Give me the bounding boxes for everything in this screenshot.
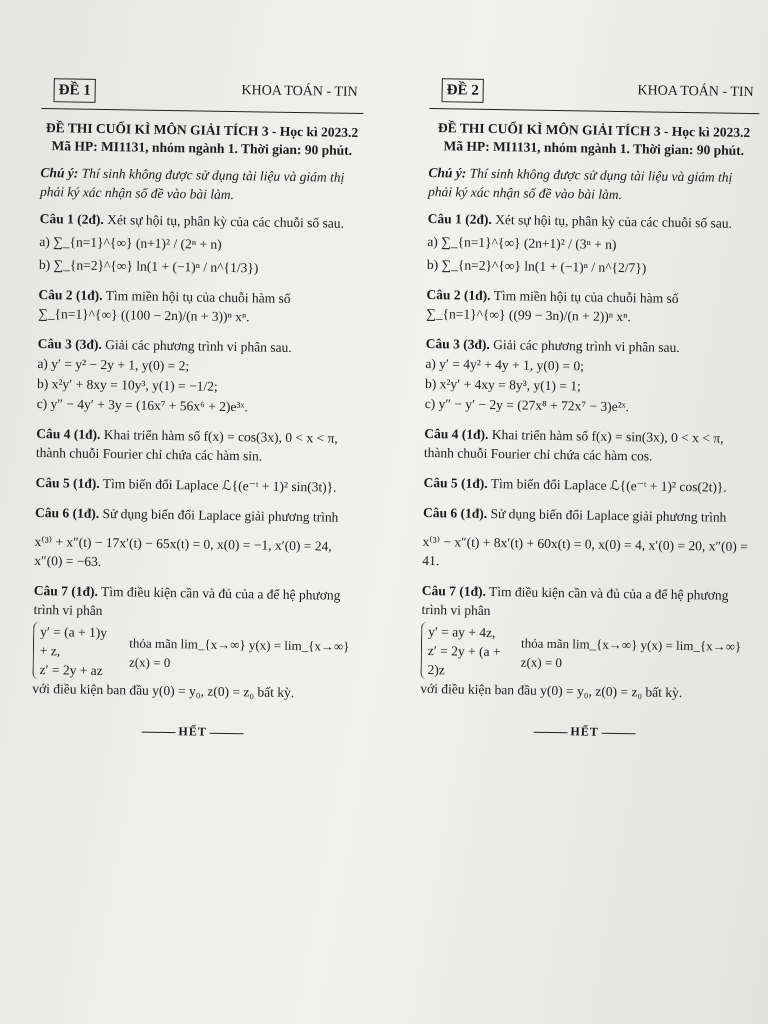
question-1 xyxy=(39,209,362,279)
exam-note xyxy=(40,163,363,206)
question-text: Xét sự hội tụ, phân kỳ của các chuỗi số sau. xyxy=(491,211,733,231)
exam-subtitle: Mã HP: MI1131, nhóm ngành 1. Thời gian: 90 phút. xyxy=(443,138,745,158)
note-text: Thí sinh không được sử dụng tài liệu và giám thị phải ký xác nhận số đề vào bài làm. xyxy=(39,165,345,203)
question-item-b: b) x²y′ + 4xy = 8y³, y(1) = 1; xyxy=(424,375,581,394)
question-text: Sử dụng biến đổi Laplace giải phương trình xyxy=(99,505,339,525)
question-3 xyxy=(37,334,360,418)
question-7 xyxy=(32,581,356,703)
question-tail: với điều kiện ban đầu y(0) = y₀, z(0) = z₀ bất kỳ. xyxy=(32,680,295,701)
exam-header xyxy=(429,70,759,109)
exam-code-box: ĐỀ 2 xyxy=(441,78,483,103)
question-text: Tìm điều kiện cần và đủ của a để hệ phương trình vi phân xyxy=(33,583,341,619)
system-line-2: z′ = 2y + az xyxy=(39,662,103,679)
question-item-c: c) y″ − y′ − 2y = (27x⁸ + 72x⁷ − 3)e²ˣ. xyxy=(424,395,630,415)
question-label: Câu 1 (2đ). xyxy=(427,210,492,227)
question-tail: với điều kiện ban đầu y(0) = y₀, z(0) = z₀ bất kỳ. xyxy=(420,680,683,701)
question-formula: x⁽³⁾ − x″(t) + 8x′(t) + 60x(t) = 0, x(0) = 4, x′(0) = 20, x″(0) = 41. xyxy=(422,533,748,569)
question-text: Sử dụng biến đổi Laplace giải phương trình xyxy=(487,505,727,525)
question-text: Tìm điều kiện cần và đủ của a để hệ phương trình vi phân xyxy=(421,583,729,619)
exam-header xyxy=(41,70,363,109)
question-label: Câu 7 (1đ). xyxy=(33,582,99,599)
question-label: Câu 2 (1đ). xyxy=(38,286,103,303)
question-text: Khai triển hàm số f(x) = sin(3x), 0 < x < π, thành chuỗi Fourier chỉ chứa các hàm cos. xyxy=(423,426,724,464)
exam-note xyxy=(428,163,759,206)
system-line-1: y′ = (a + 1)y + z, xyxy=(39,624,108,659)
question-item-a: a) y′ = y² − 2y + 1, y(0) = 2; xyxy=(37,355,190,374)
faculty-name: KHOA TOÁN - TIN xyxy=(637,83,754,101)
question-text: Giải các phương trình vi phân sau. xyxy=(489,336,680,355)
note-text: Thí sinh không được sử dụng tài liệu và giám thị phải ký xác nhận số đề vào bài làm. xyxy=(427,165,733,203)
question-7 xyxy=(420,581,752,703)
question-item-c: c) y″ − 4y′ + 3y = (16x⁷ + 56x⁶ + 2)e³ˣ. xyxy=(36,395,248,415)
equation-system xyxy=(420,622,751,684)
question-5 xyxy=(35,473,357,497)
exam-subtitle: Mã HP: MI1131, nhóm ngành 1. Thời gian: 90 phút. xyxy=(51,138,353,158)
system-line-2: z′ = 2y + (a + 2)z xyxy=(427,643,501,678)
question-item-b: b) ∑_{n=2}^{∞} ln(1 + (−1)ⁿ / n^{1/3}) xyxy=(38,256,259,276)
question-formula: x⁽³⁾ + x″(t) − 17x′(t) − 65x(t) = 0, x(0) = −1, x′(0) = 24, x″(0) = −63. xyxy=(34,533,332,569)
exam-paper-1 xyxy=(32,70,364,742)
faculty-name: KHOA TOÁN - TIN xyxy=(241,83,358,100)
equation-system xyxy=(32,622,355,684)
question-label: Câu 4 (1đ). xyxy=(36,425,101,442)
end-mark: HẾT xyxy=(420,722,750,742)
question-label: Câu 6 (1đ). xyxy=(34,504,100,521)
question-1 xyxy=(427,209,758,279)
header-rule xyxy=(41,108,363,114)
question-6 xyxy=(422,503,753,575)
header-rule xyxy=(429,108,759,114)
exam-paper-2 xyxy=(420,70,760,742)
system-brace xyxy=(420,622,509,680)
question-label: Câu 5 (1đ). xyxy=(35,474,100,491)
question-label: Câu 2 (1đ). xyxy=(426,286,491,303)
question-4 xyxy=(424,424,755,467)
question-text: Tìm miền hội tụ của chuỗi hàm số ∑_{n=1}^{∞} ((100 − 2n)/(n + 3))ⁿ xⁿ. xyxy=(38,287,291,325)
exam-title: ĐỀ THI CUỐI KÌ MÔN GIẢI TÍCH 3 - Học kì 2023.2 xyxy=(45,120,359,140)
note-label: Chú ý: xyxy=(40,164,79,181)
question-5 xyxy=(423,473,753,497)
question-label: Câu 7 (1đ). xyxy=(421,582,487,599)
question-item-b: b) x²y′ + 8xy = 10y³, y(1) = −1/2; xyxy=(36,375,218,394)
question-label: Câu 3 (3đ). xyxy=(37,335,102,352)
question-label: Câu 6 (1đ). xyxy=(422,504,488,521)
question-3 xyxy=(425,334,756,418)
question-label: Câu 4 (1đ). xyxy=(424,425,489,442)
question-text: Giải các phương trình vi phân sau. xyxy=(101,336,292,355)
question-label: Câu 5 (1đ). xyxy=(423,474,488,491)
system-condition: thỏa mãn lim_{x→∞} y(x) = lim_{x→∞} z(x) = 0 xyxy=(128,634,350,670)
question-text: Khai triển hàm số f(x) = cos(3x), 0 < x < π, thành chuỗi Fourier chỉ chứa các hàm sin. xyxy=(35,426,338,464)
system-brace xyxy=(32,622,117,680)
note-label: Chú ý: xyxy=(428,164,467,181)
question-2 xyxy=(38,285,361,328)
question-item-a: a) ∑_{n=1}^{∞} (n+1)² / (2ⁿ + n) xyxy=(39,233,222,252)
question-6 xyxy=(34,503,357,575)
system-line-1: y′ = ay + 4z, xyxy=(428,624,496,641)
system-condition: thỏa mãn lim_{x→∞} y(x) = lim_{x→∞} z(x) = 0 xyxy=(520,635,742,670)
question-item-a: a) ∑_{n=1}^{∞} (2n+1)² / (3ⁿ + n) xyxy=(427,233,617,252)
question-2 xyxy=(426,285,757,328)
question-4 xyxy=(36,424,359,467)
question-text: Xét sự hội tụ, phân kỳ của các chuỗi số sau. xyxy=(103,211,345,231)
question-item-b: b) ∑_{n=2}^{∞} ln(1 + (−1)ⁿ / n^{2/7}) xyxy=(426,256,647,276)
question-text: Tìm biến đổi Laplace ℒ{(e⁻ᵗ + 1)² sin(3t)}. xyxy=(99,475,337,495)
exam-code-box: ĐỀ 1 xyxy=(53,78,95,103)
question-item-a: a) y′ = 4y² + 4y + 1, y(0) = 0; xyxy=(425,355,585,374)
question-text: Tìm miền hội tụ của chuỗi hàm số ∑_{n=1}^{∞} ((99 − 3n)/(n + 2))ⁿ xⁿ. xyxy=(426,287,679,325)
exam-title: ĐỀ THI CUỐI KÌ MÔN GIẢI TÍCH 3 - Học kì 2023.2 xyxy=(437,120,751,141)
question-label: Câu 1 (2đ). xyxy=(39,210,104,227)
question-label: Câu 3 (3đ). xyxy=(425,335,490,352)
question-text: Tìm biến đổi Laplace ℒ{(e⁻ᵗ + 1)² cos(2t)}. xyxy=(487,475,727,495)
end-mark: HẾT xyxy=(32,722,354,742)
